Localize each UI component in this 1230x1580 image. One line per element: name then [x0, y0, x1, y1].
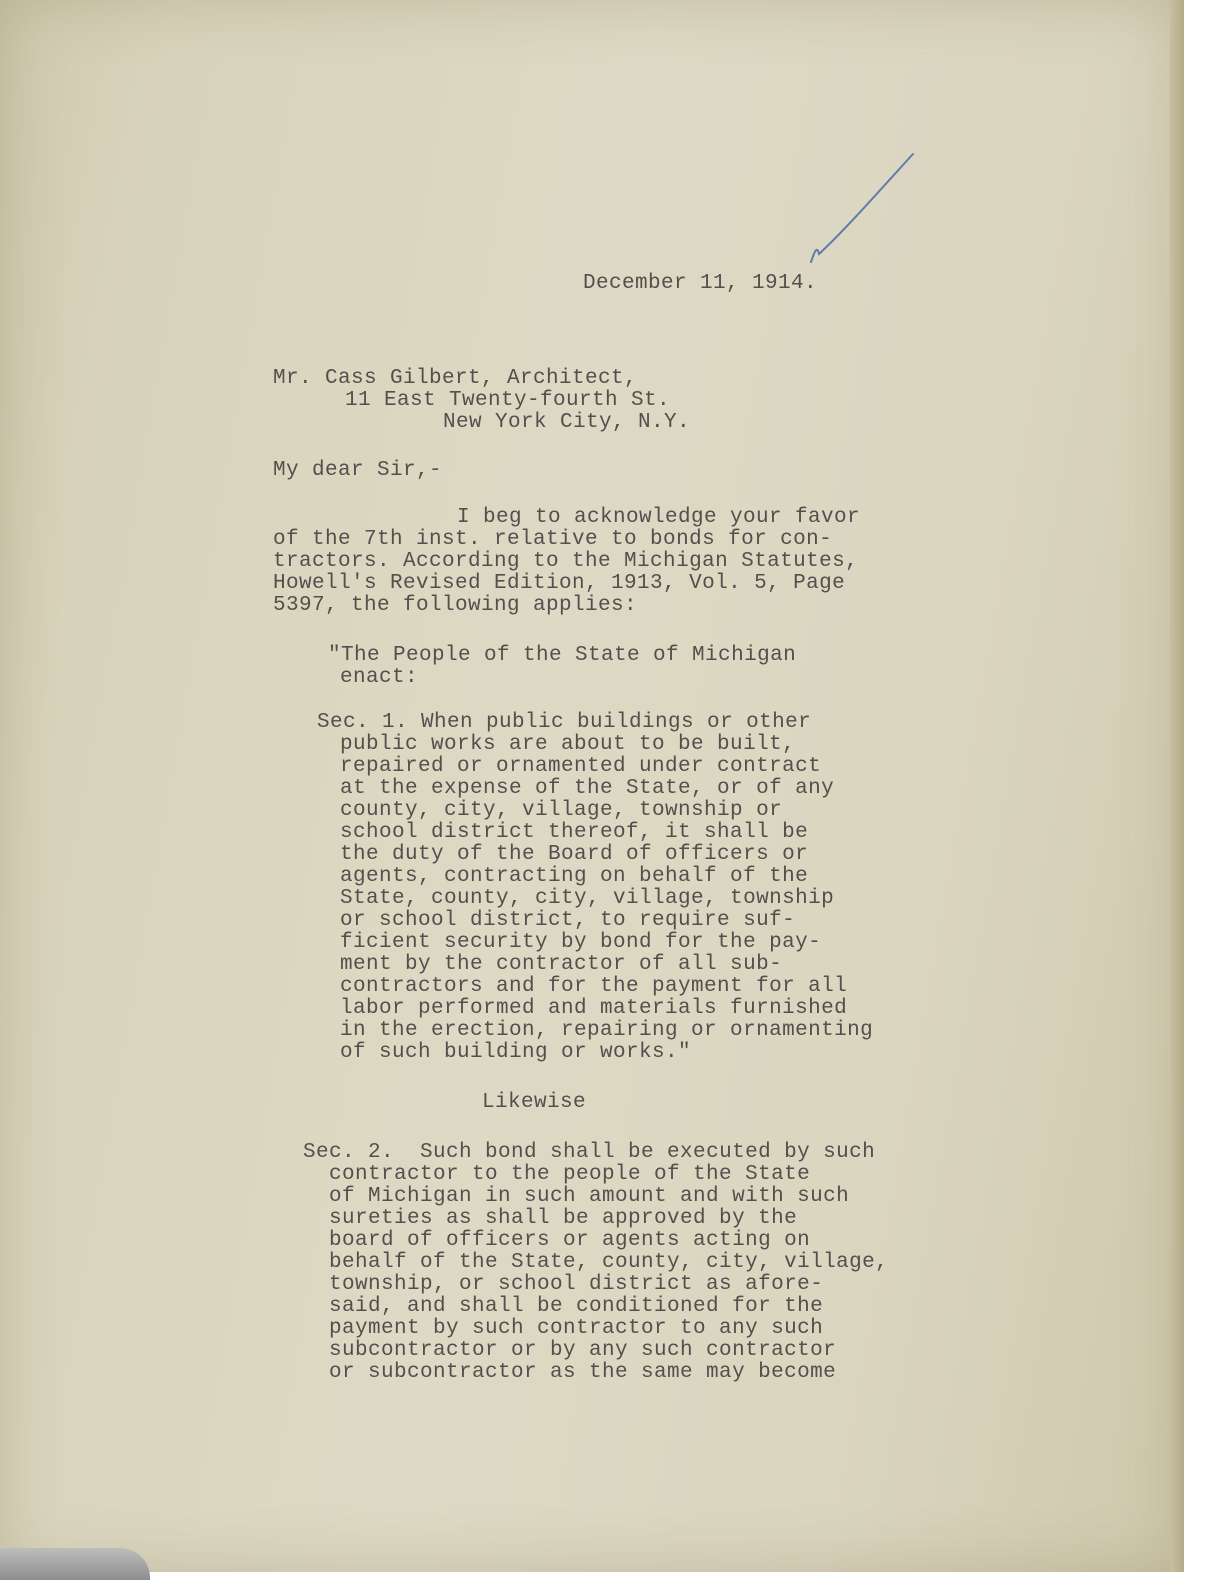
section1-line: repaired or ornamented under contract [340, 755, 822, 778]
section2-line: said, and shall be conditioned for the [329, 1295, 824, 1318]
section1-line: ment by the contractor of all sub- [340, 953, 783, 976]
pen-check-mark [805, 150, 925, 270]
section2-line: sureties as shall be approved by the [329, 1207, 798, 1230]
section1-line: public works are about to be built, [340, 733, 796, 756]
section2-line: payment by such contractor to any such [329, 1317, 824, 1340]
section1-line: labor performed and materials furnished [340, 997, 848, 1020]
section1-line: county, city, village, township or [340, 799, 783, 822]
address-line-3: New York City, N.Y. [443, 411, 691, 434]
section1-line: the duty of the Board of officers or [340, 843, 809, 866]
intro-line: Howell's Revised Edition, 1913, Vol. 5, Page [273, 572, 846, 595]
quote-open-line: enact: [340, 666, 419, 689]
letter-date: December 11, 1914. [583, 272, 818, 295]
scan-corner-shadow [0, 1548, 150, 1580]
section2-line: subcontractor or by any such contractor [329, 1339, 837, 1362]
section1-line: or school district, to require suf- [340, 909, 796, 932]
intro-line: I beg to acknowledge your favor [457, 506, 861, 529]
section2-line: Sec. 2. Such bond shall be executed by such [303, 1141, 876, 1164]
salutation: My dear Sir,- [273, 459, 443, 482]
section1-line: agents, contracting on behalf of the [340, 865, 809, 888]
section2-line: behalf of the State, county, city, village, [329, 1251, 889, 1274]
likewise-heading: Likewise [482, 1091, 587, 1114]
intro-line: 5397, the following applies: [273, 594, 638, 617]
address-line-1: Mr. Cass Gilbert, Architect, [273, 367, 638, 390]
section2-line: board of officers or agents acting on [329, 1229, 811, 1252]
section1-line: State, county, city, village, township [340, 887, 835, 910]
address-line-2: 11 East Twenty-fourth St. [345, 389, 671, 412]
section1-line: school district thereof, it shall be [340, 821, 809, 844]
section1-line: of such building or works." [340, 1041, 692, 1064]
section2-line: township, or school district as afore- [329, 1273, 824, 1296]
section2-line: of Michigan in such amount and with such [329, 1185, 850, 1208]
intro-line: tractors. According to the Michigan Statutes, [273, 550, 859, 573]
section1-line: at the expense of the State, or of any [340, 777, 835, 800]
section2-line: contractor to the people of the State [329, 1163, 811, 1186]
page-edge [1170, 0, 1184, 1572]
section2-line: or subcontractor as the same may become [329, 1361, 837, 1384]
quote-open-line: "The People of the State of Michigan [328, 644, 797, 667]
section1-line: ficient security by bond for the pay- [340, 931, 822, 954]
section1-line: Sec. 1. When public buildings or other [317, 711, 812, 734]
section1-line: contractors and for the payment for all [340, 975, 848, 998]
section1-line: in the erection, repairing or ornamenting [340, 1019, 874, 1042]
intro-line: of the 7th inst. relative to bonds for con- [273, 528, 833, 551]
